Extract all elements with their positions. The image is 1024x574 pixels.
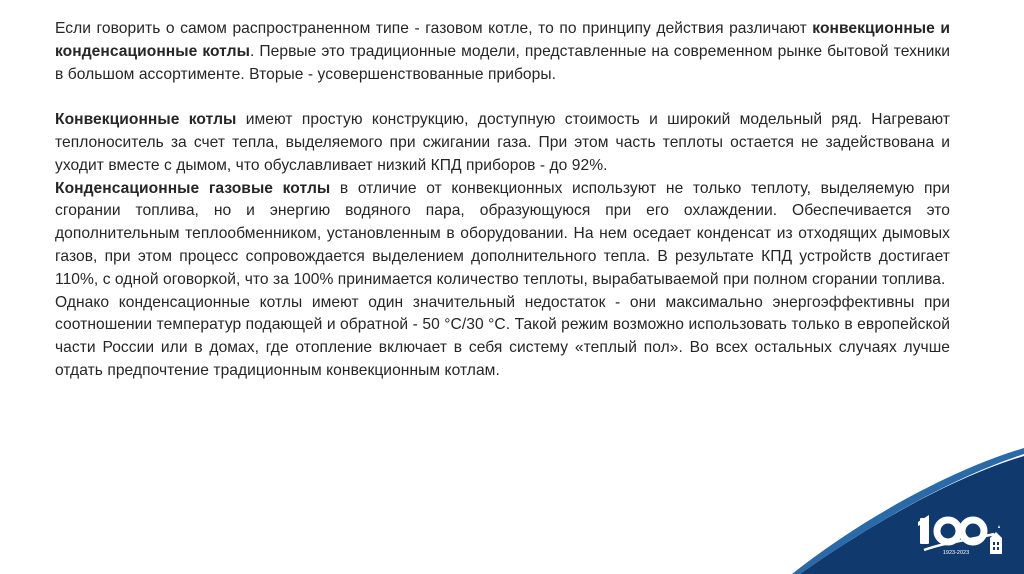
logo-years: 1923-2023: [942, 550, 970, 556]
bold-term: Конденсационные газовые котлы: [55, 179, 331, 197]
text-run: Однако конденсационные котлы имеют один значительный недостаток - они максимально энергоэффективны при соотношении температур подающей и обратной - 50 °C/30 °C. Такой режим возможно использовать только в европейской части России или в домах, где отопление включает в себя систему «теплый пол». Во всех остальных случаях лучше отдать предпочтение традиционным конвекционным котлам.: [55, 293, 950, 379]
logo-digit-zero-1: [937, 520, 959, 542]
anniversary-logo: [918, 506, 1010, 558]
text-run: . Первые это традиционные модели, представленные на современном рынке бытовой техники в большом ассортименте. Вторые - усовершенствованные приборы.: [55, 42, 950, 83]
bold-term: Конвекционные котлы: [55, 111, 237, 129]
text-run: имеют простую конструкцию, доступную стоимость и широкий модельный ряд. Нагревают теплоноситель за счет тепла, выделяемого при сжигании газа. При этом часть теплоты остается не задействована и уходит вместе с дымом, что обуславливает низкий КПД приборов - до 92%.: [55, 111, 950, 174]
bold-term: конвекционные и конденсационные котлы: [55, 20, 951, 60]
text-run: в отличие от конвекционных используют не только теплоту, выделяемую при сгорании топлива, но и энергию водяного пара, образующуюся при его охлаждении. Обеспечивается это дополнительным теплообменником, установленным в оборудовании. На нем оседает конденсат из отходящих дымовых газов, при этом процесс сопровождается выделением дополнительного тепла. В результате КПД устройств достигает 110%, с одной оговоркой, что за 100% принимается количество теплоты, вырабатываемой при полном сгорании топлива.: [55, 179, 951, 288]
logo-building-icon: [990, 525, 1002, 554]
text-run: Если говорить о самом распространенном типе - газовом котле, то по принципу действия различают: [55, 20, 813, 37]
